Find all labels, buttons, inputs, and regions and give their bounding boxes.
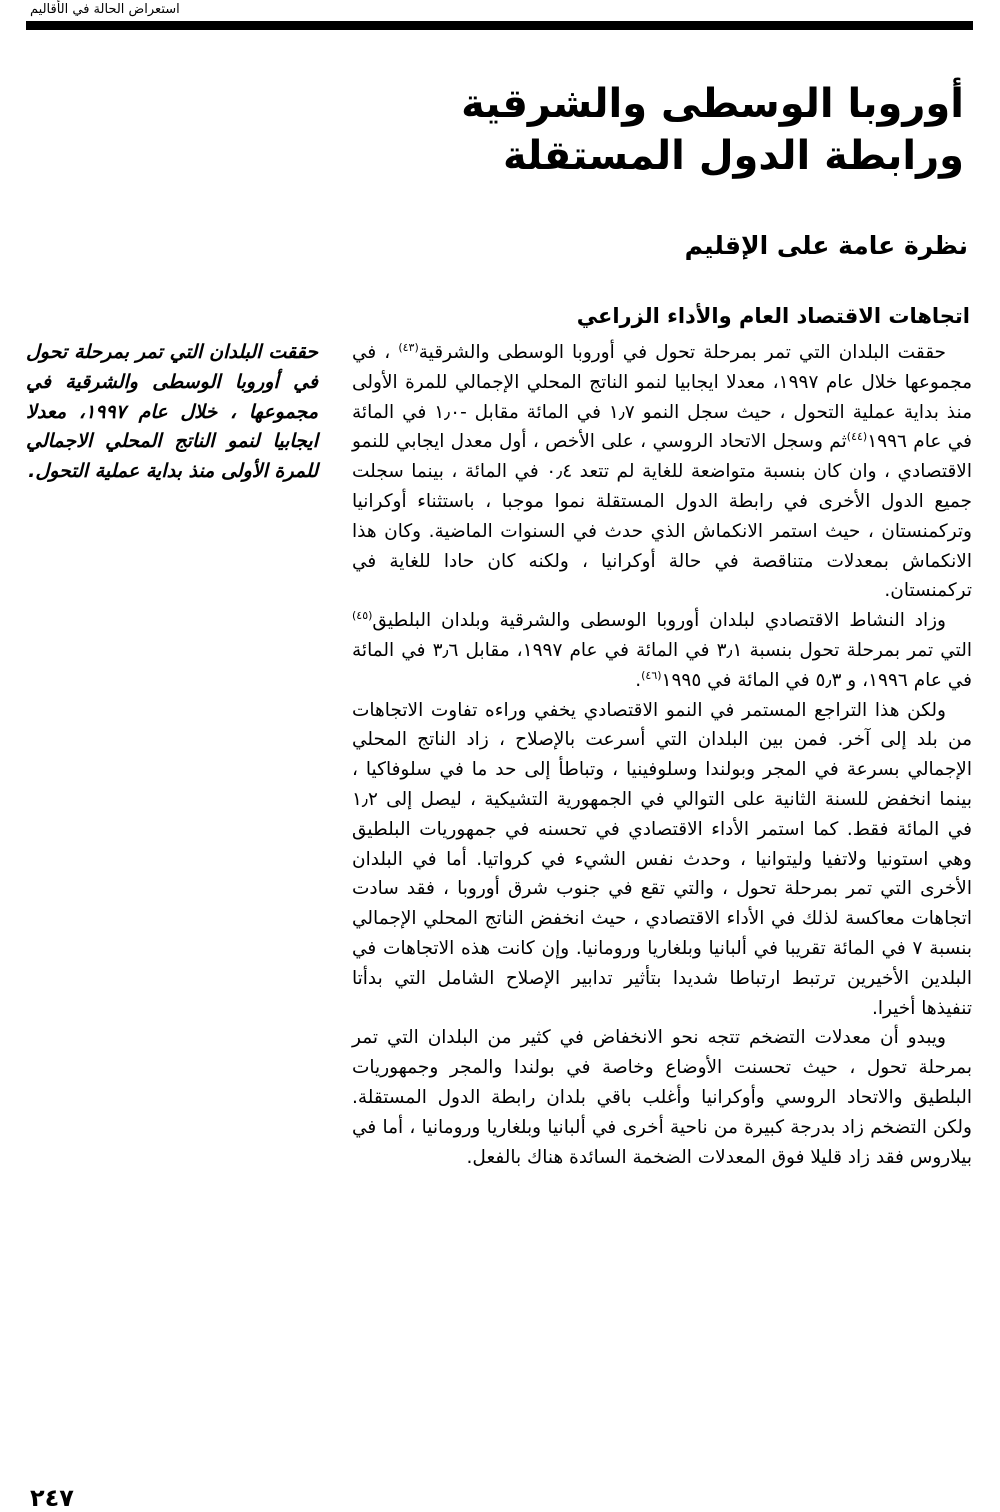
paragraph-4: ويبدو أن معدلات التضخم تتجه نحو الانخفاض في كثير من البلدان التي تمر بمرحلة تحول ، حيث تحسنت الأوضاع وخاصة في بولندا والمجر وجمهوريات البلطيق والاتحاد الروسي وأوكرانيا وأغلب باقي بلدان رابطة الدول المستقلة. ولكن التضخم زاد بدرجة كبيرة من ناحية أخرى في ألبانيا وبلغاريا ورومانيا ، أما في بيلاروس فقد زاد قليلا فوق المعدلات الضخمة السائدة هناك بالفعل. — [352, 1027, 972, 1168]
paragraph-1 — [352, 338, 972, 606]
running-head: استعراض الحالة في الأقاليم — [30, 2, 180, 17]
paragraph-text: التي تمر بمرحلة تحول بنسبة ٣٫١ في المائة في عام ١٩٩٧، مقابل ٣٫٦ في المائة في عام ١٩٩٦، و ٥٫٣ في المائة في ١٩٩٥ — [352, 639, 972, 691]
title-line-2: ورابطة الدول المستقلة — [502, 133, 964, 179]
paragraph-text: ، في مجموعها خلال عام ١٩٩٧، معدلا ايجابيا لنمو الناتج المحلي الإجمالي للمرة الأولى منذ بداية عملية التحول ، حيث سجل النمو ١٫٧ في المائة مقابل -١٫٠ في المائة في عام ١٩٩٦ — [352, 342, 972, 453]
paragraph-text: حققت البلدان التي تمر بمرحلة تحول في أوروبا الوسطى والشرقية — [418, 342, 946, 363]
paragraph-text: ثم وسجل الاتحاد الروسي ، على الأخص ، أول معدل ايجابي للنمو الاقتصادي ، وان كان بنسبة متواضعة للغاية لم تتعد ٠٫٤ في المائة ، بينما سجلت جميع الدول الأخرى في رابطة الدول المستقلة نموا موجبا ، باستثناء أوكرانيا وتركمنستان ، حيث استمر الانكماش الذي حدث في السنوات الماضية. وكان هذا الانكماش بمعدلات متناقصة في حالة أوكرانيا ، ولكنه كان حادا للغاية في تركمنستان. — [352, 431, 972, 602]
body-text — [352, 338, 972, 1172]
paragraph-text: وزاد النشاط الاقتصادي لبلدان أوروبا الوسطى والشرقية وبلدان البلطيق — [372, 610, 946, 632]
header-rule — [26, 21, 973, 30]
paragraph-3: ولكن هذا التراجع المستمر في النمو الاقتصادي يخفي وراءه تفاوت الاتجاهات من بلد إلى آخر. فمن بين البلدان التي أسرعت بالإصلاح ، زاد الناتج المحلي الإجمالي بسرعة في المجر وبولندا وسلوفينيا ، وتباطأ إلى حد ما في سلوفاكيا ، بينما انخفض للسنة الثانية على التوالي في الجمهورية التشيكية ، ليصل إلى ١٫٢ في المائة فقط. كما استمر الأداء الاقتصادي في تحسنه في جمهوريات البلطيق وهي استونيا ولاتفيا وليتوانيا ، وحدث نفس الشيء في كرواتيا. أما في البلدان الأخرى التي تمر بمرحلة تحول ، والتي تقع في جنوب شرق أوروبا ، فقد سادت اتجاهات معاكسة لذلك في الأداء الاقتصادي ، حيث انخفض الناتج المحلي الإجمالي بنسبة ٧ في المائة تقريبا في ألبانيا وبلغاريا ورومانيا. وإن كانت هذه الاتجاهات في البلدين الأخيرين ترتبط ارتباطا شديدا بتأثير تدابير الإصلاح الشامل التي بدأتا تنفيذها أخيرا. — [352, 699, 972, 1019]
section-heading: نظرة عامة على الإقليم — [684, 231, 968, 260]
page-title — [444, 78, 964, 182]
footnote-ref-43: (٤٣) — [398, 340, 419, 354]
title-line-1: أوروبا الوسطى والشرقية — [461, 81, 964, 127]
footnote-ref-44: (٤٤) — [846, 430, 868, 444]
paragraph-2 — [352, 606, 972, 695]
footnote-ref-45: (٤٥) — [352, 609, 373, 623]
paragraph-text: . — [635, 669, 642, 691]
footnote-ref-46: (٤٦) — [641, 668, 662, 682]
page-number: ٢٤٧ — [30, 1484, 74, 1512]
pull-quote: حققت البلدان التي تمر بمرحلة تحول في أوروبا الوسطى والشرقية في مجموعها ، خلال عام ١٩٩٧، معدلا ايجابيا لنمو الناتج المحلي الاجمالي للمرة الأولى منذ بداية عملية التحول. — [26, 341, 318, 483]
sub-heading: اتجاهات الاقتصاد العام والأداء الزراعي — [576, 304, 970, 328]
